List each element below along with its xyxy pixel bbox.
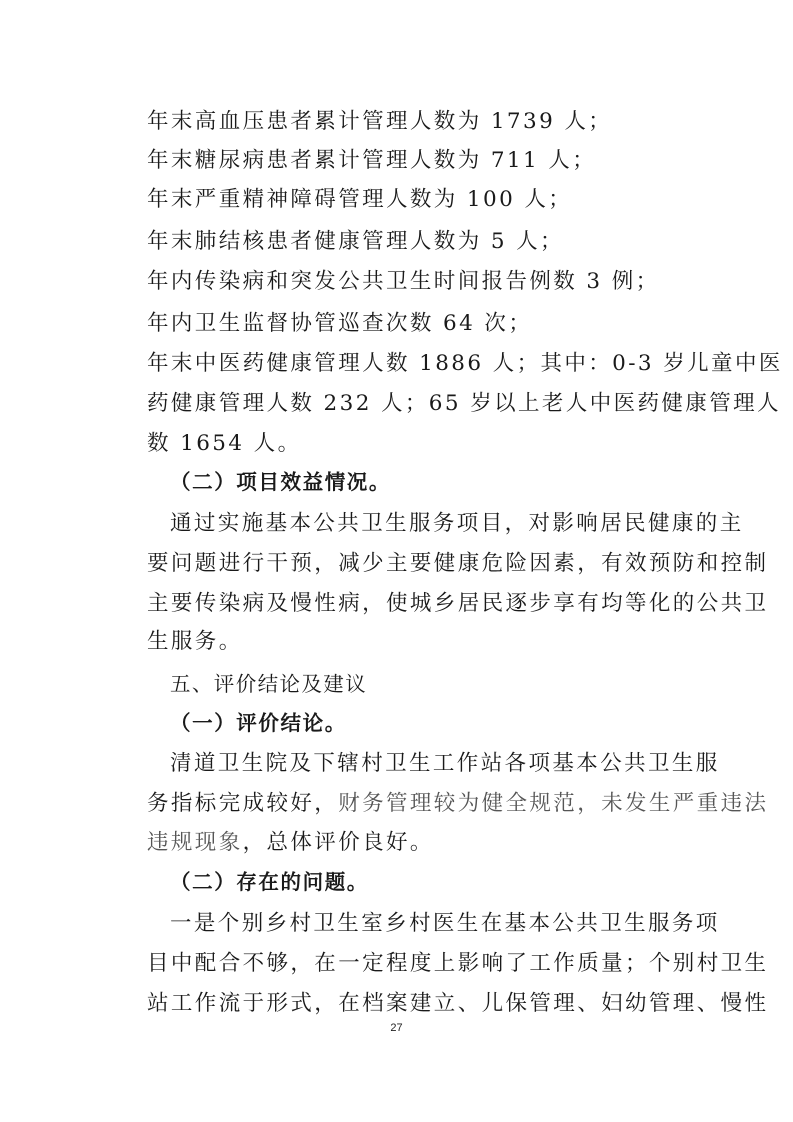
benefits-line-4: 生服务。 xyxy=(147,629,243,654)
problems-line-1: 一是个别乡村卫生室乡村医生在基本公共卫生服务项 xyxy=(170,911,720,936)
conclusion-line-3 xyxy=(147,829,434,857)
benefits-line-3: 主要传染病及慢性病，使城乡居民逐步享有均等化的公共卫 xyxy=(147,591,769,616)
section-heading-benefits: （二）项目效益情况。 xyxy=(170,470,391,494)
stat-supervision: 年内卫生监督协管巡查次数 64 次； xyxy=(147,311,533,336)
conclusion-line-2 xyxy=(147,790,768,818)
stat-tcm-2: 药健康管理人数 232 人；65 岁以上老人中医药健康管理人 xyxy=(147,391,781,416)
stat-tcm-1: 年末中医药健康管理人数 1886 人；其中：0-3 岁儿童中医 xyxy=(147,351,783,376)
stat-diabetes: 年末糖尿病患者累计管理人数为 711 人； xyxy=(147,148,597,173)
conclusion-line-3-part-b: ，总体评价良好。 xyxy=(242,830,434,855)
stat-tuberculosis: 年末肺结核患者健康管理人数为 5 人； xyxy=(147,229,564,254)
problems-line-3: 站工作流于形式，在档案建立、儿保管理、妇幼管理、慢性 xyxy=(147,991,769,1016)
section-heading-problems: （二）存在的问题。 xyxy=(170,870,369,894)
benefits-line-2: 要问题进行干预，减少主要健康危险因素，有效预防和控制 xyxy=(147,551,769,576)
conclusion-line-1: 清道卫生院及下辖村卫生工作站各项基本公共卫生服 xyxy=(170,751,720,776)
benefits-line-1: 通过实施基本公共卫生服务项目，对影响居民健康的主 xyxy=(170,511,744,536)
stat-mental-disorder: 年末严重精神障碍管理人数为 100 人； xyxy=(147,187,573,212)
conclusion-line-2-part-a: 务指标完成较好， xyxy=(147,791,339,816)
conclusion-line-2-part-b: 财务管理较为健全规范，未发生严重违法 xyxy=(338,791,769,816)
stat-tcm-3: 数 1654 人。 xyxy=(147,431,302,456)
stat-hypertension: 年末高血压患者累计管理人数为 1739 人； xyxy=(147,109,613,134)
section-heading-conclusion: （一）评价结论。 xyxy=(170,711,347,735)
stat-infectious-report: 年内传染病和突发公共卫生时间报告例数 3 例； xyxy=(147,269,660,294)
page-number: 27 xyxy=(390,1022,403,1034)
conclusion-line-3-part-a: 违规现象 xyxy=(147,830,243,855)
chapter-heading-conclusion: 五、评价结论及建议 xyxy=(170,672,368,696)
problems-line-2: 目中配合不够，在一定程度上影响了工作质量；个别村卫生 xyxy=(147,951,769,976)
